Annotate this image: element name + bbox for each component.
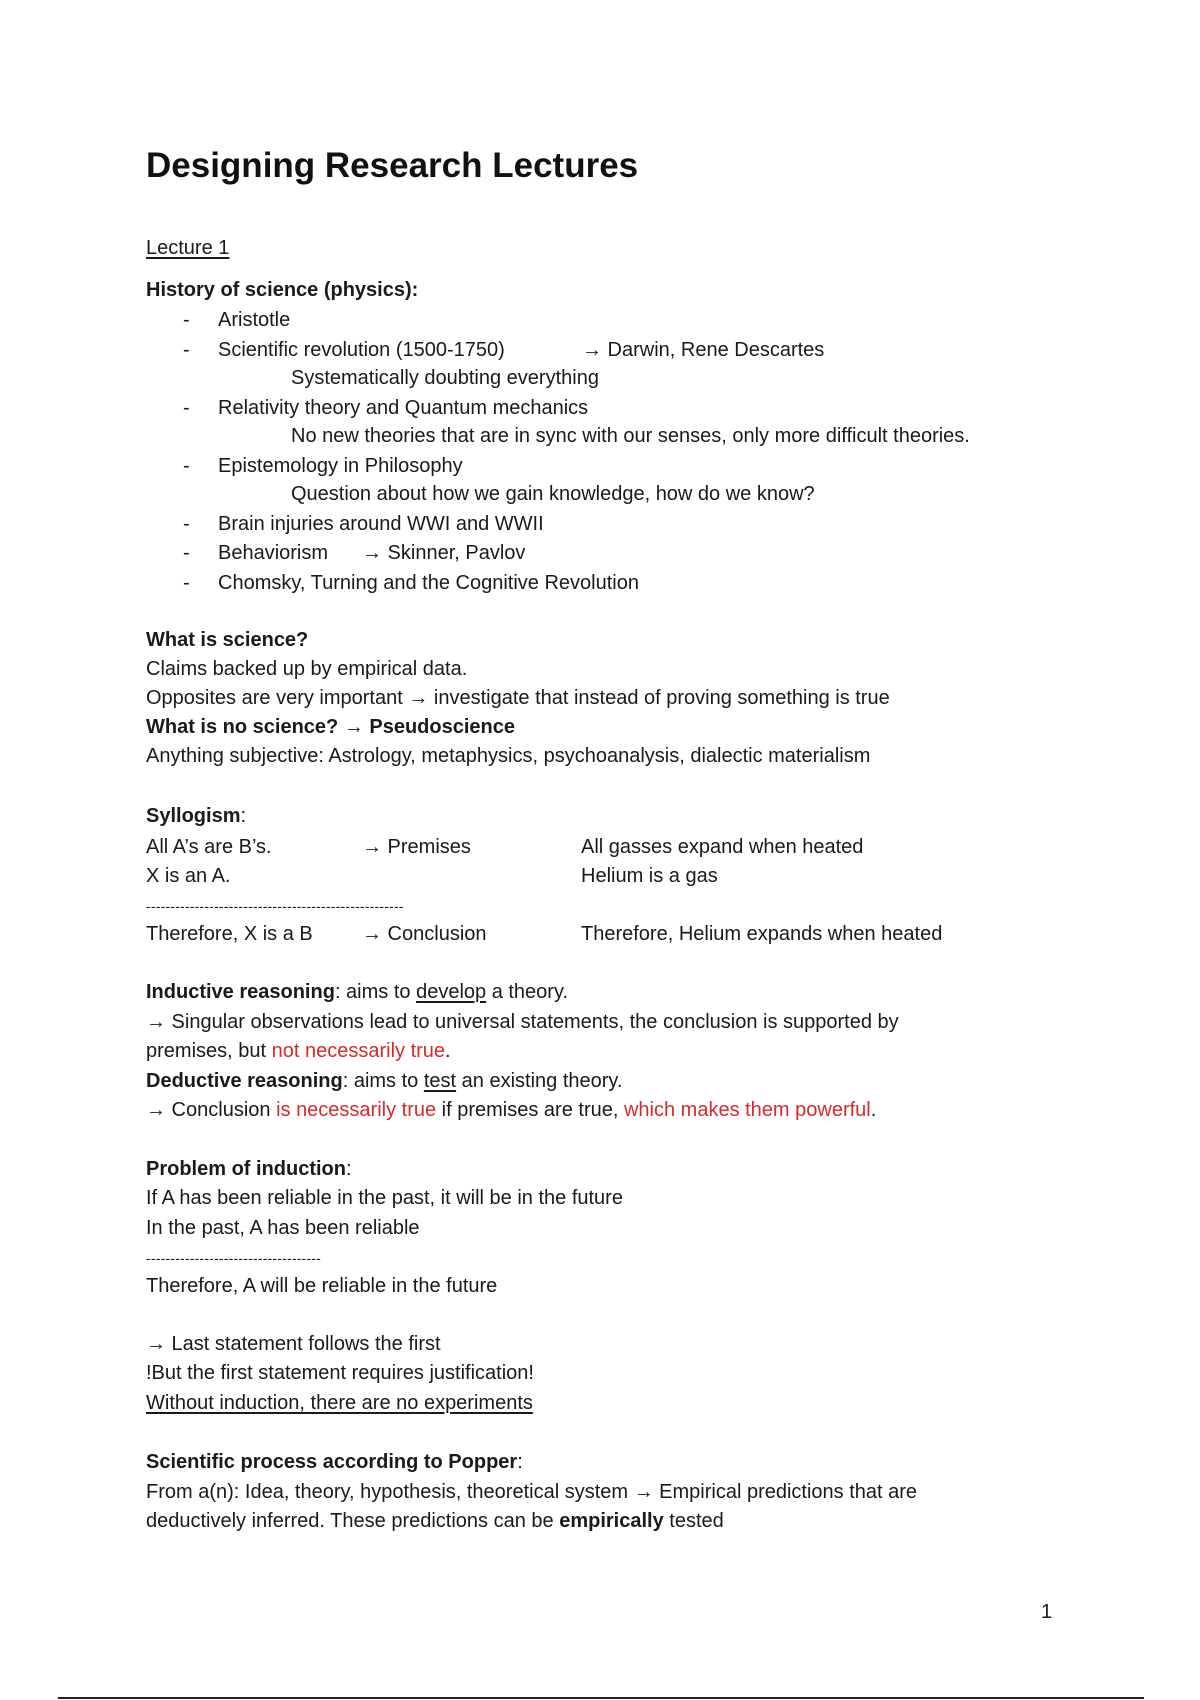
popper-bold: empirically [559, 1510, 664, 1532]
bullet-dash: - [183, 339, 190, 361]
induction-line: !But the first statement requires justification! [146, 1362, 534, 1384]
popper-line [146, 1507, 724, 1535]
bullet-dash: - [183, 309, 190, 331]
induction-heading [146, 1155, 352, 1183]
list-item-text: Epistemology in Philosophy [218, 455, 463, 477]
syllogism-divider: ----------------------------------------------------- [146, 898, 404, 914]
induction-divider: ------------------------------------ [146, 1250, 322, 1266]
text-run: : aims to [342, 1070, 424, 1092]
list-item-text: Chomsky, Turning and the Cognitive Revolution [218, 572, 639, 594]
syllogism-example: All gasses expand when heated [581, 836, 864, 858]
lecture-label: Lecture 1 [146, 237, 230, 259]
syllogism-premises-label: → Premises [362, 836, 471, 858]
list-item-text: Behaviorism [218, 542, 329, 564]
text-run: . [445, 1040, 451, 1062]
deductive-heading: Deductive reasoning [146, 1070, 343, 1092]
text-run: if premises are true, [436, 1099, 624, 1121]
inductive-explanation: → Singular observations lead to universal statements, the conclusion is supported by [146, 1011, 899, 1033]
inductive-key: develop [416, 981, 487, 1003]
popper-heading [146, 1448, 523, 1476]
list-item-text: Brain injuries around WWI and WWII [218, 513, 544, 535]
induction-line: → Last statement follows the first [146, 1333, 441, 1355]
induction-emphasis: Without induction, there are no experiments [146, 1392, 533, 1414]
highlight-red: not necessarily true [271, 1040, 446, 1062]
induction-colon: : [346, 1158, 352, 1180]
list-item-text: Scientific revolution (1500-1750) [218, 339, 505, 361]
syllogism-conclusion: Therefore, X is a B [146, 923, 313, 945]
text-run: → Conclusion [146, 1099, 277, 1121]
bullet-dash: - [183, 572, 190, 594]
syllogism-premise: All A’s are B’s. [146, 836, 272, 858]
pseudoscience-heading: What is no science? → Pseudoscience [146, 716, 516, 738]
popper-line: From a(n): Idea, theory, hypothesis, theoretical system → Empirical predictions that are [146, 1481, 918, 1503]
page-title: Designing Research Lectures [146, 146, 639, 185]
list-item-subnote: Question about how we gain knowledge, how do we know? [291, 483, 815, 505]
text-run: : aims to [334, 981, 417, 1003]
bullet-dash: - [183, 513, 190, 535]
syllogism-premise: X is an A. [146, 865, 231, 887]
science-line: Anything subjective: Astrology, metaphysics, psychoanalysis, dialectic materialism [146, 745, 871, 767]
bullet-dash: - [183, 542, 190, 564]
induction-line: Therefore, A will be reliable in the future [146, 1275, 498, 1297]
highlight-red: is necessarily true [276, 1099, 437, 1121]
inductive-heading: Inductive reasoning [146, 981, 335, 1003]
text-run: a theory. [486, 981, 569, 1003]
text-run: an existing theory. [456, 1070, 623, 1092]
inductive-explanation [146, 1037, 451, 1065]
highlight-red: which makes them powerful [623, 1099, 871, 1121]
bullet-dash: - [183, 455, 190, 477]
list-item-text: Aristotle [218, 309, 291, 331]
list-item-subnote: Systematically doubting everything [291, 367, 599, 389]
text-run: deductively inferred. These predictions can be [146, 1510, 560, 1532]
bottom-rule [58, 1697, 1144, 1699]
text-run: . [870, 1099, 877, 1121]
induction-heading-text: Problem of induction [146, 1158, 346, 1180]
page-number: 1 [1041, 1601, 1053, 1623]
text-run: tested [663, 1510, 724, 1532]
list-item-arrow-note: → Darwin, Rene Descartes [582, 339, 825, 361]
induction-line: In the past, A has been reliable [146, 1217, 420, 1239]
induction-line: If A has been reliable in the past, it will be in the future [146, 1187, 623, 1209]
history-heading: History of science (physics): [146, 279, 419, 301]
list-item-arrow-note: → Skinner, Pavlov [362, 542, 526, 564]
syllogism-heading [146, 802, 246, 830]
science-line: Opposites are very important → investigate that instead of proving something is true [146, 687, 890, 709]
list-item-subnote: No new theories that are in sync with our senses, only more difficult theories. [291, 425, 970, 447]
popper-heading-text: Scientific process according to Popper [146, 1451, 518, 1473]
syllogism-conclusion-label: → Conclusion [362, 923, 487, 945]
deductive-explanation [146, 1096, 876, 1124]
science-line: Claims backed up by empirical data. [146, 658, 468, 680]
bullet-dash: - [183, 397, 190, 419]
science-heading: What is science? [146, 629, 309, 651]
syllogism-example-conclusion: Therefore, Helium expands when heated [581, 923, 943, 945]
syllogism-colon: : [240, 805, 247, 827]
syllogism-heading-text: Syllogism [146, 805, 241, 827]
deductive-key: test [423, 1070, 457, 1092]
syllogism-example: Helium is a gas [581, 865, 718, 887]
list-item-text: Relativity theory and Quantum mechanics [218, 397, 589, 419]
text-run: premises, but [146, 1040, 272, 1062]
deductive-line [146, 1067, 623, 1095]
popper-colon: : [517, 1451, 523, 1473]
inductive-line [146, 978, 568, 1006]
